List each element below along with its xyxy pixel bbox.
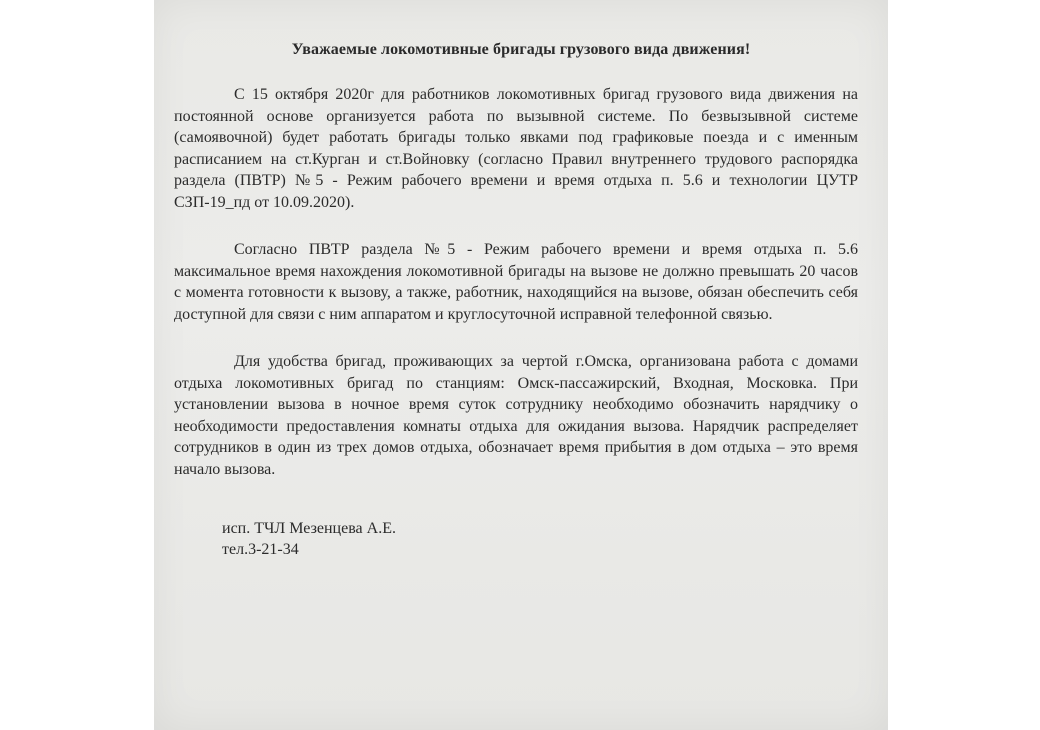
document-title: Уважаемые локомотивные бригады грузового вида движения! bbox=[291, 41, 751, 58]
signature-executor: исп. ТЧЛ Мезенцева А.Е. bbox=[222, 520, 396, 537]
signature-phone: тел.3-21-34 bbox=[222, 541, 299, 558]
paragraph-3: Для удобства бригад, проживающих за чертой г.Омска, организована работа с домами отдыха локомотивных бригад по станциям: Омск-пассажирский, Входная, Московка. При установлении вызова в ночное время суток сотруднику необходимо обозначить нарядчику о необходимости предоставления комнаты отдыха для ожидания вызова. Нарядчик распределяет сотрудников в один из трех домов отдыха, обозначает время прибытия в дом отдыха – это время начало вызова. bbox=[174, 353, 858, 478]
paragraph-1: С 15 октября 2020г для работников локомотивных бригад грузового вида движения на постоянной основе организуется работа по вызывной системе. По безвызывной системе (самоявочной) будет работать бригады только явками под графиковые поезда и с именным расписанием на ст.Курган и ст.Войновку (согласно Правил внутреннего трудового распорядка раздела (ПВТР) №5 - Режим рабочего времени и время отдыха п. 5.6 и технологии ЦУТР СЗП-19_пд от 10.09.2020). bbox=[174, 86, 858, 211]
paragraph-2: Согласно ПВТР раздела №5 - Режим рабочего времени и время отдыха п. 5.6 максимальное время нахождения локомотивной бригады на вызове не должно превышать 20 часов с момента готовности к вызову, а также, работник, находящийся на вызове, обязан обеспечить себя доступной для связи с ним аппаратом и круглосуточной исправной телефонной связью. bbox=[174, 241, 858, 323]
document-page bbox=[154, 0, 888, 730]
signature-block bbox=[222, 518, 396, 560]
